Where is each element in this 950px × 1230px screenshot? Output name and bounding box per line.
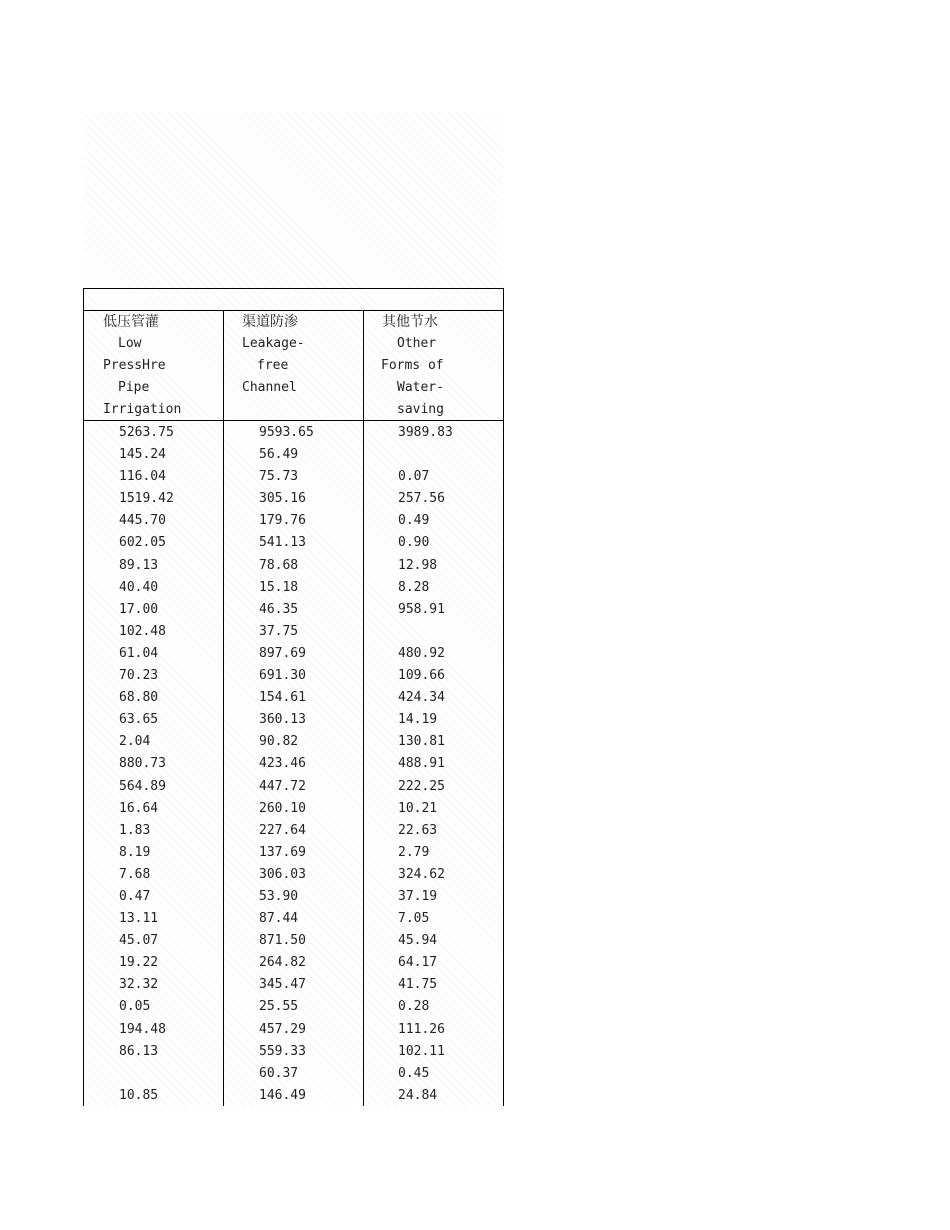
table-cell: 154.61 (259, 690, 306, 706)
table-cell: 564.89 (119, 778, 166, 794)
table-cell: 2.79 (398, 844, 430, 860)
table-cell: 457.29 (259, 1021, 306, 1037)
table-row (84, 1063, 503, 1085)
table-cell: 257.56 (398, 491, 445, 507)
table-cell: 24.84 (398, 1087, 438, 1103)
table-row (84, 444, 503, 466)
table-row (84, 776, 503, 798)
table-row (84, 466, 503, 488)
table-row (84, 665, 503, 687)
table-row (84, 621, 503, 643)
table-cell: 260.10 (259, 800, 306, 816)
table-row (84, 731, 503, 753)
table-cell: 1519.42 (119, 491, 174, 507)
table-cell: 360.13 (259, 712, 306, 728)
table-cell: 0.90 (398, 535, 430, 551)
table-cell: 8.28 (398, 579, 430, 595)
table-cell: 897.69 (259, 645, 306, 661)
table-cell: 871.50 (259, 933, 306, 949)
table-cell: 63.65 (119, 712, 159, 728)
header-zh-label: 低压管灌 (103, 314, 159, 330)
header-en-label: Water- (397, 380, 444, 395)
table-cell: 61.04 (119, 645, 159, 661)
header-en-label: Forms of (381, 358, 444, 373)
table-cell: 559.33 (259, 1043, 306, 1059)
table-cell: 145.24 (119, 447, 166, 463)
table-row (84, 886, 503, 908)
table-cell: 0.28 (398, 999, 430, 1015)
table-cell: 87.44 (259, 911, 299, 927)
table-cell: 10.21 (398, 800, 438, 816)
header-zh-label: 渠道防渗 (242, 314, 298, 330)
table-cell: 306.03 (259, 866, 306, 882)
table-row (84, 908, 503, 930)
table-cell: 447.72 (259, 778, 306, 794)
spreadsheet-page (83, 112, 503, 1106)
table-cell: 41.75 (398, 977, 438, 993)
table-row (84, 510, 503, 532)
table-cell: 70.23 (119, 668, 159, 684)
table-cell: 0.45 (398, 1065, 430, 1081)
table-cell: 7.05 (398, 911, 430, 927)
table-cell: 22.63 (398, 822, 438, 838)
table-cell: 1.83 (119, 822, 151, 838)
table-cell: 691.30 (259, 668, 306, 684)
table-row (84, 1019, 503, 1041)
header-en-label: free (257, 358, 289, 373)
table-row (84, 1041, 503, 1063)
table-row (84, 422, 503, 444)
table-row (84, 974, 503, 996)
table-cell: 37.75 (259, 623, 299, 639)
header-en-label: Other (397, 336, 437, 351)
table-cell: 25.55 (259, 999, 299, 1015)
table-cell: 3989.83 (398, 425, 453, 440)
table-cell: 445.70 (119, 513, 166, 529)
table-cell: 13.11 (119, 911, 159, 927)
table-row (84, 952, 503, 974)
table-cell: 78.68 (259, 557, 299, 573)
table-cell: 53.90 (259, 888, 299, 904)
table-cell: 423.46 (259, 756, 306, 772)
table-row (84, 555, 503, 577)
table-row (84, 687, 503, 709)
table-cell: 324.62 (398, 866, 445, 882)
table-cell: 116.04 (119, 469, 166, 485)
table-cell: 0.07 (398, 469, 430, 485)
table-cell: 179.76 (259, 513, 306, 529)
table-cell: 541.13 (259, 535, 306, 551)
table-cell: 8.19 (119, 844, 151, 860)
table-cell: 880.73 (119, 756, 166, 772)
header-leakage-free-channel (224, 311, 363, 420)
table-row (84, 798, 503, 820)
header-en-label: PressHre (103, 358, 166, 373)
table-cell: 222.25 (398, 778, 445, 794)
table-row (84, 996, 503, 1018)
table-row (84, 488, 503, 510)
table-body (84, 422, 503, 1107)
table-cell: 958.91 (398, 601, 445, 617)
table-cell: 194.48 (119, 1021, 166, 1037)
header-en-label: Channel (242, 380, 297, 395)
table-cell: 37.19 (398, 888, 438, 904)
table-cell: 56.49 (259, 447, 299, 463)
table-cell: 90.82 (259, 734, 299, 750)
table-cell: 480.92 (398, 645, 445, 661)
table-row (84, 842, 503, 864)
table-cell: 17.00 (119, 601, 159, 617)
table-cell: 109.66 (398, 668, 445, 684)
table-cell: 102.11 (398, 1043, 445, 1059)
table-cell: 264.82 (259, 955, 306, 971)
header-low-pressure-pipe (84, 311, 223, 420)
table-cell: 424.34 (398, 690, 445, 706)
table-row (84, 577, 503, 599)
table-cell: 14.19 (398, 712, 438, 728)
table-cell: 19.22 (119, 955, 159, 971)
table-cell: 111.26 (398, 1021, 445, 1037)
table-cell: 488.91 (398, 756, 445, 772)
table-row (84, 599, 503, 621)
table-cell: 89.13 (119, 557, 159, 573)
table-cell: 60.37 (259, 1065, 299, 1081)
table-row (84, 820, 503, 842)
table-cell: 146.49 (259, 1087, 306, 1103)
table-cell: 0.05 (119, 999, 151, 1015)
table-cell: 305.16 (259, 491, 306, 507)
header-zh-label: 其他节水 (382, 314, 438, 330)
table-row (84, 709, 503, 731)
table-cell: 64.17 (398, 955, 438, 971)
table-cell: 227.64 (259, 822, 306, 838)
table-cell: 12.98 (398, 557, 438, 573)
table-cell: 0.49 (398, 513, 430, 529)
header-en-label: Low (118, 336, 142, 351)
data-table (83, 288, 504, 1106)
table-cell: 345.47 (259, 977, 306, 993)
table-cell: 0.47 (119, 888, 151, 904)
table-row (84, 930, 503, 952)
table-cell: 75.73 (259, 469, 299, 485)
header-en-label: saving (397, 402, 444, 417)
table-cell: 40.40 (119, 579, 159, 595)
table-cell: 130.81 (398, 734, 445, 750)
table-cell: 602.05 (119, 535, 166, 551)
table-cell: 9593.65 (259, 425, 314, 440)
table-cell: 16.64 (119, 800, 159, 816)
table-row (84, 643, 503, 665)
table-row (84, 753, 503, 775)
table-top-border (84, 288, 503, 289)
header-other-water-saving (364, 311, 503, 420)
table-cell: 32.32 (119, 977, 159, 993)
table-cell: 5263.75 (119, 425, 174, 440)
table-cell: 45.07 (119, 933, 159, 949)
table-row (84, 864, 503, 886)
header-en-label: Leakage- (242, 336, 305, 351)
table-cell: 2.04 (119, 734, 151, 750)
table-cell: 15.18 (259, 579, 299, 595)
table-cell: 46.35 (259, 601, 299, 617)
table-cell: 45.94 (398, 933, 438, 949)
header-en-label: Irrigation (103, 402, 182, 417)
table-row (84, 532, 503, 554)
table-row (84, 1085, 503, 1107)
table-cell: 102.48 (119, 623, 166, 639)
table-cell: 86.13 (119, 1043, 159, 1059)
header-en-label: Pipe (118, 380, 150, 395)
table-cell: 7.68 (119, 866, 151, 882)
table-cell: 10.85 (119, 1087, 159, 1103)
table-cell: 68.80 (119, 690, 159, 706)
table-cell: 137.69 (259, 844, 306, 860)
